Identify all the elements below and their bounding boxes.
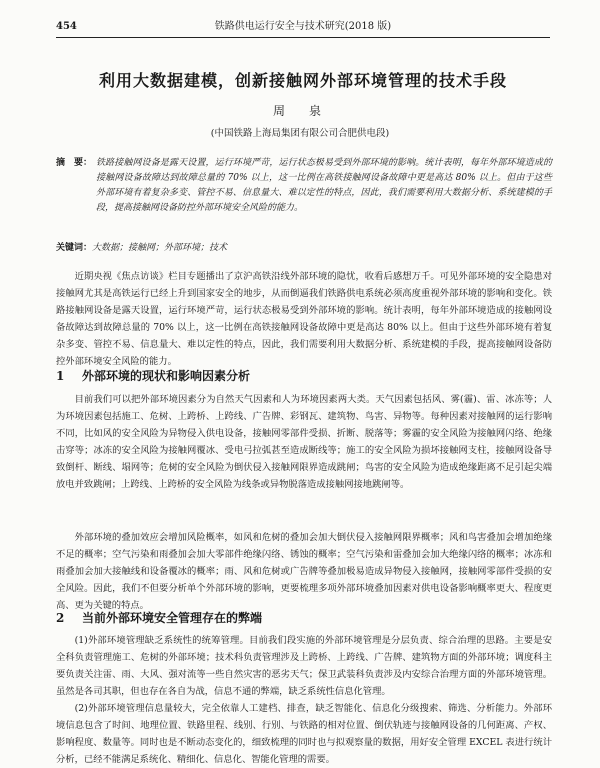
intro-paragraph: 近期央视《焦点访谈》栏目专题播出了京沪高铁沿线外部环境的隐忧，收看后感想万千。可见外部环境的安全隐患对接触网尤其是高铁运行已经上升到国家安全的地步，从而倒逼我们铁路供电系统必须高度重视外部环境的影响和变化。铁路接触网设备是露天设置，运行环境严苛，运行状态极易受到外部环境的影响。统计表明，每年外部环境造成的接触网设备故障达到故障总量的 70% 以上，这一比例在高铁接触网设备故障中更是高达 80% 以上。但由于这些外部环境有着复杂多变、管控不易、信息量大、难以定性的特点，因此，我们需要利用大数据分析、系统建模的手段，提高接触网设备防控外部环境安全风险的能力。 [56, 271, 552, 367]
affiliation: (中国铁路上海局集团有限公司合肥供电段) [210, 128, 390, 139]
section-number: 1 [56, 369, 65, 383]
section-number: 2 [56, 611, 65, 625]
abstract [56, 156, 552, 216]
running-header [56, 20, 550, 34]
page-number: 454 [56, 21, 77, 32]
section-title: 当前外部环境安全管理存在的弊端 [82, 611, 263, 625]
section-title: 外部环境的现状和影响因素分析 [82, 369, 251, 383]
header-rule [56, 37, 550, 38]
body-paragraph: (1)外部环境管理缺乏系统性的统筹管理。目前我们段实施的外部环境管理是分层负责、综合治理的思路。主要是安全科负责管理施工、危树的外部环境；技术科负责管理涉及上跨桥、上跨线、广告牌、建筑物方面的外部环境；调度科主要负责关注雷、雨、大风、强对流等一些自然灾害的恶劣天气；保卫武装科负责涉及内安综合治理方面的外部环境管理。虽然是各司其职，但也存在各自为战，信息不通的弊端，缺乏系统性信息化管理。 [56, 635, 552, 697]
journal-title: 铁路供电运行安全与技术研究(2018 版) [214, 21, 392, 32]
keywords-label: 关键词： [56, 243, 93, 253]
keywords-text: 大数据；接触网；外部环境；技术 [92, 243, 228, 253]
body-paragraph: 外部环境的叠加效应会增加风险概率，如风和危树的叠加会加大倒伏侵入接触网限界概率；风和鸟害叠加会增加绝缘不足的概率；空气污染和雨叠加会加大零部件绝缘闪络、锈蚀的概率；空气污染和雷叠加会加大绝缘闪络的概率；冰冻和雨叠加会加大接触线和设备覆冰的概率；雨、风和危树或广告牌等叠加极易造成异物侵入接触网，接触网零部件受损的安全风险。因此，我们不但要分析单个外部环境的影响，更要梳理多项外部环境叠加因素对供电设备影响概率更大、程度更高、更为关键的特点。 [56, 532, 552, 611]
abstract-label: 摘 要： [56, 158, 93, 168]
section-heading [56, 368, 552, 385]
author: 周 泉 [272, 104, 327, 118]
body-paragraph: (2)外部环境管理信息量较大，完全依靠人工建档、排查，缺乏智能化、信息化分级搜索、筛选、分析能力。外部环境信息包含了时间、地理位置、铁路里程、线别、行别、与铁路的相对位置、倒伏轨迹与接触网设备的几何距离、产权、影响程度、数量等。同时也是不断动态变化的，细致梳理的同时也与拟观察量的数据，用好安全管理 EXCEL 表进行统计分析，已经不能满足系统化、精细化、信息化、智能化管理的需要。 [56, 703, 552, 765]
section-heading [56, 610, 552, 627]
abstract-text: 铁路接触网设备是露天设置，运行环境严苛，运行状态极易受到外部环境的影响。统计表明，每年外部环境造成的接触网设备故障达到故障总量的 70% 以上，这一比例在高铁接触网设备故障中更是高达 80% 以上。但由于这些外部环境有着复杂多变、管控不易、信息量大、难以定性的特点，因此，我们需要利用大数据分析、系统建模的手段，提高接触网设备防控外部环境安全风险的能力。 [96, 158, 552, 213]
keywords [56, 240, 552, 253]
body-paragraph: 目前我们可以把外部环境因素分为自然天气因素和人为环境因素两大类。天气因素包括风、雾(霾)、雷、冰冻等；人为环境因素包括施工、危树、上跨桥、上跨线、广告牌、彩钢瓦、建筑物、鸟害、异物等。每种因素对接触网的运行影响不同，比如风的安全风险为异物侵入供电设备，接触网零部件受损、折断、脱落等；雾霾的安全风险为接触网闪络、绝缘击穿等；冰冻的安全风险为接触网覆冰、受电弓拉弧甚至造成断线等；施工的安全风险为损坏接触网支柱，接触网设备导致倒杆、断线、塌网等；危树的安全风险为倒伏侵入接触网限界造成跳闸；鸟害的安全风险为造成绝缘距离不足引起尖端放电并致跳闸；上跨线、上跨桥的安全风险为线条或异物脱落造成接触网接地跳闸等。 [56, 394, 552, 490]
article-title: 利用大数据建模，创新接触网外部环境管理的技术手段 [98, 71, 507, 90]
